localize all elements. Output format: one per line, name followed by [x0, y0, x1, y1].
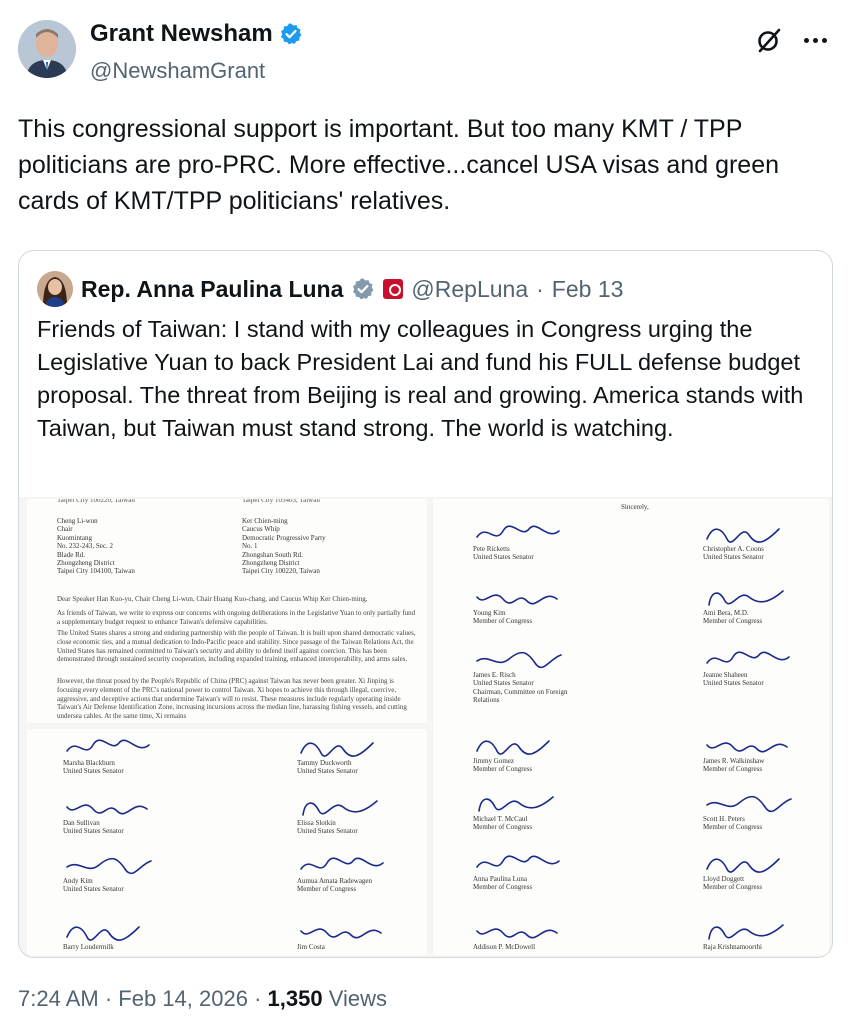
views-label[interactable]: Views	[322, 986, 387, 1011]
handwritten-signature	[473, 919, 573, 945]
signer-name: Christopher A. Coons United States Senator	[703, 545, 764, 562]
more-dot	[813, 38, 818, 43]
right-page-signature-block	[473, 647, 593, 705]
letter-paragraph-1: As friends of Taiwan, we write to express our concerns with ongoing deliberations in the Legislative Yuan to only partially fund a supplementary budget request to enhance Taiwan's defensive capabilities.	[57, 609, 416, 626]
left-page-signature-block	[63, 853, 183, 893]
handwritten-signature	[703, 647, 803, 673]
handwritten-signature	[297, 795, 397, 821]
handwritten-signature	[473, 521, 573, 547]
handwritten-signature	[473, 585, 573, 611]
letter-address-right: Ker Chien-ming Caucus Whip Democratic Progressive Party No. 1 Zhongshan South Rd. Zhongzheng District Taipei City 100220, Taiwan	[242, 517, 326, 576]
quote-date[interactable]: Feb 13	[551, 275, 624, 302]
handwritten-signature	[703, 585, 803, 611]
handwritten-signature	[473, 647, 573, 673]
signer-name: Jeanne Shaheen United States Senator	[703, 671, 764, 688]
author-name-row[interactable]	[90, 20, 303, 48]
right-page-signature-block	[473, 851, 593, 891]
right-page-signature-block	[703, 733, 823, 773]
flag-badge-icon[interactable]	[383, 279, 403, 299]
meta-separator: ·	[247, 986, 268, 1011]
left-page-signature-block	[63, 735, 183, 775]
signer-name: Dan Sullivan United States Senator	[63, 819, 124, 836]
handwritten-signature	[297, 853, 397, 879]
author-handle[interactable]: @NewshamGrant	[90, 58, 266, 83]
quoted-post[interactable]	[18, 250, 833, 958]
right-page-signature-block	[703, 851, 823, 891]
government-badge-icon[interactable]	[351, 277, 375, 301]
right-page-signature-block	[473, 791, 593, 831]
quote-author-name[interactable]: Rep. Anna Paulina Luna	[81, 275, 344, 302]
signer-name: Pete Ricketts United States Senator	[473, 545, 534, 562]
handwritten-signature	[63, 795, 163, 821]
letter-sincerely: Sincerely,	[621, 503, 649, 511]
right-page-signature-block	[473, 521, 593, 561]
handwritten-signature	[63, 853, 163, 879]
handwritten-signature	[703, 733, 803, 759]
verified-badge-icon[interactable]	[279, 22, 303, 46]
handwritten-signature	[703, 791, 803, 817]
post-text: This congressional support is important. But too many KMT / TPP politicians are pro-PRC. More effective...cancel USA visas and green cards of KMT/TPP politicians' relatives.	[18, 115, 780, 215]
signer-name: Tammy Duckworth United States Senator	[297, 759, 358, 776]
signer-name: Anna Paulina Luna Member of Congress	[473, 875, 533, 892]
quote-avatar[interactable]	[37, 271, 73, 307]
views-count[interactable]: 1,350	[267, 986, 323, 1011]
quote-header	[81, 271, 623, 307]
signer-name: Andy Kim United States Senator	[63, 877, 124, 894]
handwritten-signature	[297, 919, 397, 945]
signer-name: James R. Walkinshaw Member of Congress	[703, 757, 765, 774]
signer-name: Raja Krishnamoorthi	[703, 943, 762, 951]
right-page-signature-block	[473, 585, 593, 625]
handwritten-signature	[63, 919, 163, 945]
signer-name: Jim Costa	[297, 943, 325, 951]
post-date[interactable]: Feb 14, 2026	[118, 986, 248, 1011]
letter-address-left: Cheng Li-wun Chair Kuomintang No. 232-243, Sec. 2 Blade Rd. Zhongzheng District Taipei City 104100, Taiwan	[57, 517, 135, 576]
letter-image[interactable]	[19, 497, 833, 958]
signer-name: Young Kim Member of Congress	[473, 609, 533, 626]
handwritten-signature	[703, 521, 803, 547]
left-page-signature-block	[63, 795, 183, 835]
signer-name: Lloyd Doggett Member of Congress	[703, 875, 763, 892]
letter-paragraph-3: However, the threat posed by the People's Republic of China (PRC) against Taiwan has never been greater. Xi Jinping is focusing every element of the PRC's national power to control Taiwan. Xi hopes to achieve this through illegal, coercive, aggressive, and deceptive actions that undermine Taiwan's will to resist. These measures include regularly operating inside Taiwan's Air Defense Identification Zone, increasing incursions across the median line, harassing fishing vessels, and cutting undersea cables. At the same time, Xi remains	[57, 677, 407, 720]
letter-cut-address-right: Taipei City 105403, Taiwan	[242, 499, 320, 504]
signer-name: Marsha Blackburn United States Senator	[63, 759, 124, 776]
signer-name: James E. Risch United States Senator Chairman, Committee on Foreign Relations	[473, 671, 568, 705]
left-page-signature-block	[297, 735, 417, 775]
signer-name: Aumua Amata Radewagen Member of Congress	[297, 877, 373, 894]
quote-separator: ·	[536, 275, 544, 302]
author-avatar[interactable]	[18, 20, 76, 78]
meta-separator: ·	[98, 986, 119, 1011]
right-page-signature-block	[703, 791, 823, 831]
quote-author-handle[interactable]: @RepLuna	[411, 275, 529, 302]
right-page-signature-block	[703, 585, 823, 625]
handwritten-signature	[297, 735, 397, 761]
signer-name: Barry Loudermilk	[63, 943, 114, 951]
signer-name: Ami Bera, M.D. Member of Congress	[703, 609, 763, 626]
letter-page-top-left	[27, 499, 427, 723]
handwritten-signature	[473, 851, 573, 877]
signer-name: Jimmy Gomez Member of Congress	[473, 757, 533, 774]
letter-page-bottom-left	[27, 729, 427, 955]
handwritten-signature	[703, 919, 803, 945]
left-page-signature-block	[63, 919, 183, 955]
left-page-signature-block	[297, 795, 417, 835]
letter-paragraph-2: The United States shares a strong and enduring partnership with the people of Taiwan. It is built upon shared democratic values, close economic ties, and a mutual dedication to Indo-Pacific peace and stability. Since passage of the Taiwan Relations Act, the United States has remained committed to Taiwan's security and ability to defend itself against coercion. This has been demonstrated through sustained security cooperation, including expanded training, enhanced interoperability, and arms sales.	[57, 629, 416, 664]
right-page-signature-block	[473, 733, 593, 773]
more-dot	[822, 38, 827, 43]
handwritten-signature	[703, 851, 803, 877]
left-page-signature-block	[297, 919, 417, 955]
handwritten-signature	[473, 733, 573, 759]
post-meta	[18, 986, 387, 1012]
handwritten-signature	[63, 735, 163, 761]
letter-page-right	[433, 499, 829, 955]
left-page-signature-block	[297, 853, 417, 893]
letter-cut-address-left: Taipei City 100220, Taiwan	[57, 499, 135, 504]
more-dot	[804, 38, 809, 43]
signer-name: Michael T. McCaul Member of Congress	[473, 815, 533, 832]
right-page-signature-block	[703, 919, 823, 955]
right-page-signature-block	[703, 647, 823, 687]
signer-name: Scott H. Peters Member of Congress	[703, 815, 763, 832]
more-icon[interactable]	[800, 28, 830, 52]
right-page-signature-block	[473, 919, 593, 955]
right-page-signature-block	[703, 521, 823, 561]
grok-icon[interactable]	[755, 26, 783, 54]
handwritten-signature	[473, 791, 573, 817]
letter-salutation: Dear Speaker Han Kuo-yu, Chair Cheng Li-wun, Chair Huang Kuo-chang, and Caucus Whip Ker Chien-ming,	[57, 595, 368, 603]
signer-name: Addison P. McDowell	[473, 943, 536, 951]
signer-name: Elissa Slotkin United States Senator	[297, 819, 358, 836]
author-name[interactable]: Grant Newsham	[90, 20, 273, 47]
quote-text: Friends of Taiwan: I stand with my colleagues in Congress urging the Legislative Yuan to back President Lai and fund his FULL defense budget proposal. The threat from Beijing is real and growing. America stands with Taiwan, but Taiwan must stand strong. The world is watching.	[37, 316, 804, 442]
post-time[interactable]: 7:24 AM	[18, 986, 99, 1011]
